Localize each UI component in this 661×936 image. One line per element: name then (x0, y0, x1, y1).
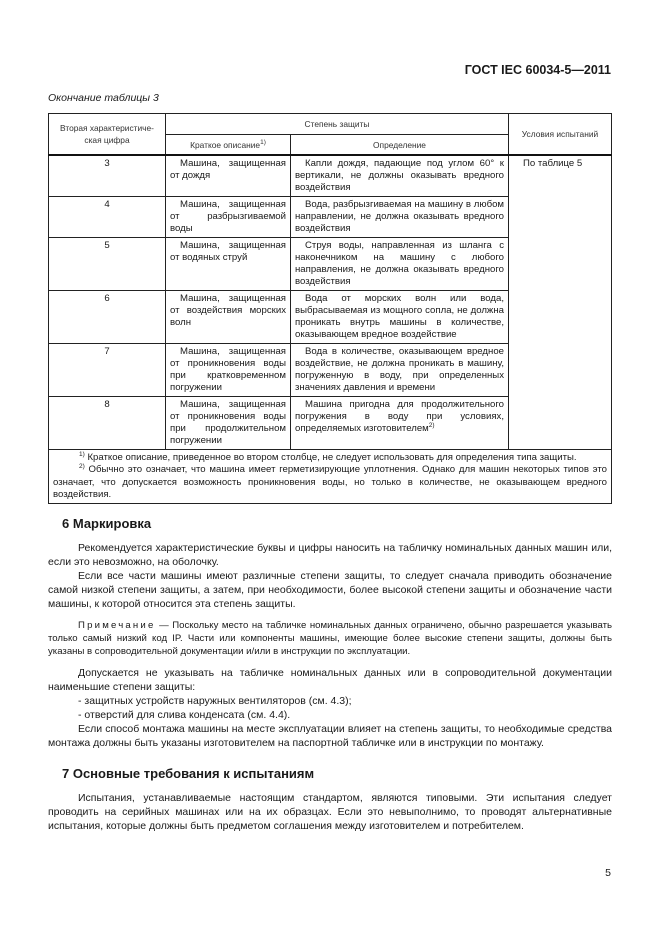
table-footnotes-row (49, 450, 612, 504)
header-protection-degree: Степень защиты (166, 114, 509, 135)
cell-digit: 7 (49, 344, 166, 397)
section-7-title: 7 Основные требования к испытаниям (62, 766, 315, 781)
protection-table (48, 113, 612, 504)
paragraph: Допускается не указывать на табличке номинальных данных или в сопроводительной документации наименьшие степени защиты: (48, 667, 612, 693)
paragraph: Если все части машины имеют различные степени защиты, то следует сначала приводить обозначение самой низкой степени защиты, а затем, при необходимости, более высокой степени защиты и обозначение части машины, к которой относится эта степень защиты. (48, 570, 612, 610)
header-short-description: Краткое описание$^{1)}$ (166, 135, 291, 156)
footnote-2: $^{2)}$ Обычно это означает, что машина имеет герметизирующие уплотнения. Однако для машин некоторых типов это означает, что допускается возможность проникновения воды, но только в количестве, не оказывающем вредного воздействия. (53, 463, 607, 500)
table-row (49, 155, 612, 197)
section-6 (48, 517, 612, 750)
paragraph: Рекомендуется характеристические буквы и цифры наносить на табличку номинальных данных машин или, если это невозможно, на оболочку. (48, 542, 612, 568)
cell-definition: Струя воды, направленная из шланга с наконечником на машину с любого направления, не должна оказывать вредного воздействия (291, 238, 509, 291)
header-test-conditions: Условия испытаний (509, 114, 612, 156)
cell-short: Машина, защищенная от дождя (166, 155, 291, 197)
cell-digit: 4 (49, 197, 166, 238)
table-caption: Окончание таблицы 3 (48, 92, 159, 104)
cell-digit: 6 (49, 291, 166, 344)
page-number: 5 (605, 867, 611, 879)
cell-short: Машина, защищенная от разбрызгиваемой воды (166, 197, 291, 238)
standard-code: ГОСТ IEC 60034-5—2011 (464, 63, 611, 77)
cell-test-conditions: По таблице 5 (509, 155, 612, 450)
header-digit: Вторая характеристиче-ская цифра (49, 114, 166, 156)
list-item: - отверстий для слива конденсата (см. 4.4). (78, 709, 291, 721)
note: Примечание — Поскольку место на табличке номинальных данных ограничено, обычно разрешается указывать только самый низкий код IP. Части или компоненты машины, имеющие более высокие степени защиты, должны быть указаны в сопроводительной документации и/или в инструкции по эксплуатации. (48, 620, 612, 657)
cell-definition: Машина пригодна для продолжительного погружения в воду при условиях, определяемых изготовителем$^{2)}$ (291, 397, 509, 450)
list-item: - защитных устройств наружных вентиляторов (см. 4.3); (78, 695, 352, 707)
cell-definition: Вода, разбрызгиваемая на машину в любом направлении, не должна оказывать вредного воздействия (291, 197, 509, 238)
table-footnotes (49, 450, 612, 504)
cell-short: Машина, защищенная от проникновения воды при кратковременном погружении (166, 344, 291, 397)
section-6-title: 6 Маркировка (62, 516, 152, 531)
cell-digit: 5 (49, 238, 166, 291)
cell-definition: Вода в количестве, оказывающем вредное воздействие, не должна проникать в машину, погруженную в воду, при определенных значениях давления и времени (291, 344, 509, 397)
cell-short: Машина, защищенная от проникновения воды при продолжительном погружении (166, 397, 291, 450)
cell-digit: 3 (49, 155, 166, 197)
cell-short: Машина, защищенная от воздействия морских волн (166, 291, 291, 344)
header-definition: Определение (291, 135, 509, 156)
footnote-1: $^{1)}$ Краткое описание, приведенное во втором столбце, не следует использовать для определения типа защиты. (79, 450, 577, 463)
cell-definition: Вода от морских волн или вода, выбрасываемая из мощного сопла, не должна проникать внутрь машины в количестве, оказывающем вредное воздействие (291, 291, 509, 344)
paragraph: Если способ монтажа машины на месте эксплуатации влияет на степень защиты, то необходимые средства монтажа должны быть указаны изготовителем на паспортной табличке или в инструкции по монтажу. (48, 723, 612, 749)
cell-short: Машина, защищенная от водяных струй (166, 238, 291, 291)
cell-definition: Капли дождя, падающие под углом 60° к вертикали, не должны оказывать вредного воздействия (291, 155, 509, 197)
cell-digit: 8 (49, 397, 166, 450)
paragraph: Испытания, устанавливаемые настоящим стандартом, являются типовыми. Эти испытания следует проводить на серийных машинах или на их образцах. Если это невыполнимо, то проводят альтернативные испытания, которые должны быть предметом соглашения между изготовителем и потребителем. (48, 792, 612, 832)
section-7 (48, 767, 612, 833)
